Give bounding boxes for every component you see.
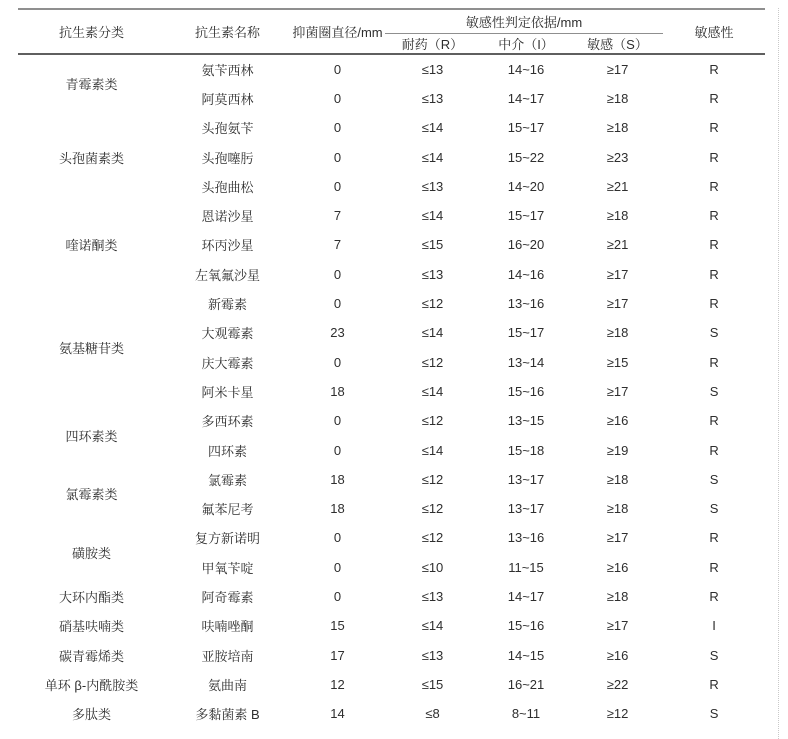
- antibiotic-class-cell: 氯霉素类: [65, 487, 118, 503]
- susceptible-criteria-cell: ≥17: [606, 61, 629, 77]
- sensitivity-result-cell: R: [709, 237, 719, 253]
- antibiotic-class-cell: 喹诺酮类: [65, 238, 118, 254]
- sensitivity-result-cell: R: [709, 530, 719, 546]
- sensitivity-result-cell: R: [709, 559, 719, 575]
- sensitivity-result-cell: R: [709, 266, 719, 282]
- antibiotic-class-cell: 青霉素类: [65, 77, 118, 93]
- susceptible-criteria-cell: ≥17: [606, 530, 629, 546]
- inhibition-diameter-cell: 12: [330, 676, 345, 692]
- inhibition-diameter-cell: 0: [333, 588, 342, 604]
- antibiotic-name-cell: 恩诺沙星: [201, 209, 254, 225]
- intermediate-criteria-cell: 14~17: [507, 588, 545, 604]
- intermediate-criteria-cell: 15~16: [507, 383, 545, 399]
- table-row: [18, 670, 765, 699]
- resistant-criteria-cell: ≤13: [421, 588, 444, 604]
- resistant-criteria-cell: ≤12: [421, 354, 444, 370]
- susceptible-criteria-cell: ≥18: [606, 208, 629, 224]
- sensitivity-result-cell: R: [709, 676, 719, 692]
- intermediate-criteria-cell: 14~20: [507, 178, 545, 194]
- col-header-criteria-group: 敏感性判定依据/mm: [385, 9, 663, 33]
- inhibition-diameter-cell: 0: [333, 354, 342, 370]
- inhibition-diameter-cell: 0: [333, 296, 342, 312]
- intermediate-criteria-cell: 13~16: [507, 296, 545, 312]
- antibiotic-name-cell: 环丙沙星: [201, 238, 254, 254]
- resistant-criteria-cell: ≤13: [421, 178, 444, 194]
- inhibition-diameter-cell: 17: [330, 647, 345, 663]
- intermediate-criteria-cell: 8~11: [511, 706, 541, 722]
- antibiotic-susceptibility-table: [18, 8, 765, 728]
- antibiotic-class-cell: 头孢菌素类: [58, 150, 124, 166]
- intermediate-criteria-cell: 14~17: [507, 90, 545, 106]
- sensitivity-result-cell: R: [709, 208, 719, 224]
- susceptible-criteria-cell: ≥17: [606, 618, 629, 634]
- resistant-criteria-cell: ≤14: [421, 383, 444, 399]
- intermediate-criteria-cell: 16~20: [507, 237, 545, 253]
- resistant-criteria-cell: ≤13: [421, 647, 444, 663]
- inhibition-diameter-cell: 0: [333, 530, 342, 546]
- inhibition-diameter-cell: 23: [330, 325, 345, 341]
- intermediate-criteria-cell: 14~15: [507, 647, 545, 663]
- antibiotic-class-cell: 硝基呋喃类: [58, 619, 124, 635]
- col-header-sensitivity: 敏感性: [694, 24, 734, 40]
- antibiotic-name-cell: 左氧氟沙星: [194, 267, 260, 283]
- antibiotic-name-cell: 多黏菌素 B: [195, 707, 260, 723]
- susceptible-criteria-cell: ≥22: [606, 676, 629, 692]
- resistant-criteria-cell: ≤13: [421, 61, 444, 77]
- resistant-criteria-cell: ≤12: [421, 501, 444, 517]
- inhibition-diameter-cell: 0: [333, 413, 342, 429]
- susceptible-criteria-cell: ≥12: [606, 706, 629, 722]
- susceptible-criteria-cell: ≥15: [606, 354, 629, 370]
- intermediate-criteria-cell: 14~16: [507, 61, 545, 77]
- intermediate-criteria-cell: 15~17: [507, 208, 545, 224]
- antibiotic-class-cell: 大环内酯类: [58, 589, 124, 605]
- table-row: [18, 640, 765, 669]
- inhibition-diameter-cell: 0: [333, 442, 342, 458]
- resistant-criteria-cell: ≤14: [421, 442, 444, 458]
- susceptible-criteria-cell: ≥16: [606, 413, 629, 429]
- table-row: [18, 289, 765, 318]
- intermediate-criteria-cell: 14~16: [507, 266, 545, 282]
- susceptible-criteria-cell: ≥23: [606, 149, 629, 165]
- intermediate-criteria-cell: 15~16: [507, 618, 545, 634]
- sensitivity-result-cell: R: [709, 296, 719, 312]
- resistant-criteria-cell: ≤14: [421, 149, 444, 165]
- table-row: [18, 54, 765, 84]
- inhibition-diameter-cell: 14: [330, 706, 345, 722]
- sensitivity-result-cell: R: [709, 120, 719, 136]
- antibiotic-name-cell: 头孢噻肟: [201, 150, 254, 166]
- sensitivity-result-cell: R: [709, 178, 719, 194]
- antibiotic-name-cell: 氟苯尼考: [201, 502, 254, 518]
- susceptible-criteria-cell: ≥16: [606, 647, 629, 663]
- antibiotic-class-cell: 磺胺类: [71, 546, 111, 562]
- intermediate-criteria-cell: 11~15: [508, 559, 544, 575]
- intermediate-criteria-cell: 15~18: [507, 442, 545, 458]
- antibiotic-name-cell: 多西环素: [201, 414, 254, 430]
- susceptible-criteria-cell: ≥19: [606, 442, 629, 458]
- antibiotic-class-cell: 氨基糖苷类: [58, 340, 124, 356]
- inhibition-diameter-cell: 7: [333, 208, 342, 224]
- table-row: [18, 611, 765, 640]
- resistant-criteria-cell: ≤14: [421, 618, 444, 634]
- inhibition-diameter-cell: 15: [330, 618, 345, 634]
- inhibition-diameter-cell: 0: [333, 120, 342, 136]
- col-header-susceptible: 敏感（S）: [587, 36, 648, 52]
- resistant-criteria-cell: ≤10: [421, 559, 444, 575]
- sensitivity-result-cell: S: [709, 471, 719, 487]
- sensitivity-result-cell: I: [712, 618, 716, 634]
- antibiotic-class-cell: 四环素类: [65, 428, 118, 444]
- sensitivity-result-cell: R: [709, 61, 719, 77]
- table-row: [18, 113, 765, 142]
- antibiotic-class-cell: 单环 β-内酰胺类: [44, 677, 139, 693]
- intermediate-criteria-cell: 13~16: [507, 530, 545, 546]
- col-header-inhibition-diameter: 抑菌圈直径/mm: [292, 24, 383, 40]
- susceptible-criteria-cell: ≥18: [606, 120, 629, 136]
- susceptible-criteria-cell: ≥21: [606, 237, 629, 253]
- antibiotic-name-cell: 庆大霉素: [201, 355, 254, 371]
- susceptible-criteria-cell: ≥18: [606, 588, 629, 604]
- sensitivity-result-cell: R: [709, 413, 719, 429]
- resistant-criteria-cell: ≤13: [421, 266, 444, 282]
- inhibition-diameter-cell: 0: [333, 90, 342, 106]
- resistant-criteria-cell: ≤14: [421, 208, 444, 224]
- antibiotic-name-cell: 阿米卡星: [201, 384, 254, 400]
- intermediate-criteria-cell: 15~17: [507, 120, 545, 136]
- intermediate-criteria-cell: 15~17: [507, 325, 545, 341]
- inhibition-diameter-cell: 0: [333, 266, 342, 282]
- col-header-resistant: 耐药（R）: [401, 36, 464, 52]
- table-row: [18, 699, 765, 728]
- page-boundary-line: [778, 8, 779, 739]
- table-row: [18, 406, 765, 435]
- antibiotic-name-cell: 氨曲南: [207, 677, 247, 693]
- antibiotic-name-cell: 大观霉素: [201, 326, 254, 342]
- sensitivity-result-cell: S: [709, 501, 719, 517]
- sensitivity-result-cell: R: [709, 149, 719, 165]
- col-header-antibiotic-class: 抗生素分类: [58, 24, 124, 40]
- resistant-criteria-cell: ≤8: [425, 706, 440, 722]
- resistant-criteria-cell: ≤12: [421, 471, 444, 487]
- antibiotic-name-cell: 甲氧苄啶: [201, 560, 254, 576]
- sensitivity-result-cell: R: [709, 442, 719, 458]
- susceptible-criteria-cell: ≥17: [606, 383, 629, 399]
- susceptible-criteria-cell: ≥17: [606, 266, 629, 282]
- intermediate-criteria-cell: 16~21: [507, 676, 545, 692]
- intermediate-criteria-cell: 13~14: [507, 354, 545, 370]
- header-row-1: [18, 9, 765, 33]
- inhibition-diameter-cell: 0: [333, 149, 342, 165]
- table-row: [18, 523, 765, 552]
- antibiotic-name-cell: 头孢氨苄: [201, 121, 254, 137]
- inhibition-diameter-cell: 0: [333, 559, 342, 575]
- susceptible-criteria-cell: ≥18: [606, 501, 629, 517]
- resistant-criteria-cell: ≤14: [421, 120, 444, 136]
- resistant-criteria-cell: ≤12: [421, 413, 444, 429]
- col-header-intermediate: 中介（I）: [498, 36, 554, 52]
- susceptible-criteria-cell: ≥16: [606, 559, 629, 575]
- resistant-criteria-cell: ≤15: [421, 237, 444, 253]
- intermediate-criteria-cell: 13~17: [507, 471, 545, 487]
- antibiotic-name-cell: 四环素: [207, 443, 247, 459]
- sensitivity-result-cell: R: [709, 90, 719, 106]
- antibiotic-class-cell: 碳青霉烯类: [58, 648, 124, 664]
- susceptible-criteria-cell: ≥17: [606, 296, 629, 312]
- document-page: [0, 8, 788, 739]
- antibiotic-name-cell: 头孢曲松: [201, 179, 254, 195]
- susceptible-criteria-cell: ≥21: [606, 178, 629, 194]
- inhibition-diameter-cell: 18: [330, 501, 345, 517]
- resistant-criteria-cell: ≤12: [421, 296, 444, 312]
- resistant-criteria-cell: ≤12: [421, 530, 444, 546]
- antibiotic-name-cell: 新霉素: [207, 297, 247, 313]
- sensitivity-result-cell: S: [709, 325, 719, 341]
- antibiotic-class-cell: 多肽类: [71, 707, 111, 723]
- table-body: [18, 54, 765, 729]
- inhibition-diameter-cell: 18: [330, 383, 345, 399]
- table-row: [18, 465, 765, 494]
- susceptible-criteria-cell: ≥18: [606, 90, 629, 106]
- antibiotic-name-cell: 阿奇霉素: [201, 589, 254, 605]
- antibiotic-name-cell: 复方新诺明: [194, 531, 260, 547]
- col-header-antibiotic-name: 抗生素名称: [194, 24, 260, 40]
- sensitivity-result-cell: S: [709, 706, 719, 722]
- susceptible-criteria-cell: ≥18: [606, 471, 629, 487]
- intermediate-criteria-cell: 13~17: [507, 501, 545, 517]
- antibiotic-name-cell: 亚胺培南: [201, 648, 254, 664]
- intermediate-criteria-cell: 13~15: [507, 413, 545, 429]
- intermediate-criteria-cell: 15~22: [507, 149, 545, 165]
- table-row: [18, 201, 765, 230]
- susceptible-criteria-cell: ≥18: [606, 325, 629, 341]
- resistant-criteria-cell: ≤14: [421, 325, 444, 341]
- inhibition-diameter-cell: 7: [333, 237, 342, 253]
- antibiotic-name-cell: 氯霉素: [207, 472, 247, 488]
- sensitivity-result-cell: S: [709, 383, 719, 399]
- resistant-criteria-cell: ≤15: [421, 676, 444, 692]
- table-row: [18, 582, 765, 611]
- antibiotic-name-cell: 呋喃唑酮: [201, 619, 254, 635]
- antibiotic-name-cell: 氨苄西林: [201, 62, 254, 78]
- resistant-criteria-cell: ≤13: [421, 90, 444, 106]
- inhibition-diameter-cell: 0: [333, 178, 342, 194]
- table-header: [18, 9, 765, 54]
- sensitivity-result-cell: S: [709, 647, 719, 663]
- inhibition-diameter-cell: 18: [330, 471, 345, 487]
- sensitivity-result-cell: R: [709, 588, 719, 604]
- antibiotic-name-cell: 阿莫西林: [201, 91, 254, 107]
- inhibition-diameter-cell: 0: [333, 61, 342, 77]
- sensitivity-result-cell: R: [709, 354, 719, 370]
